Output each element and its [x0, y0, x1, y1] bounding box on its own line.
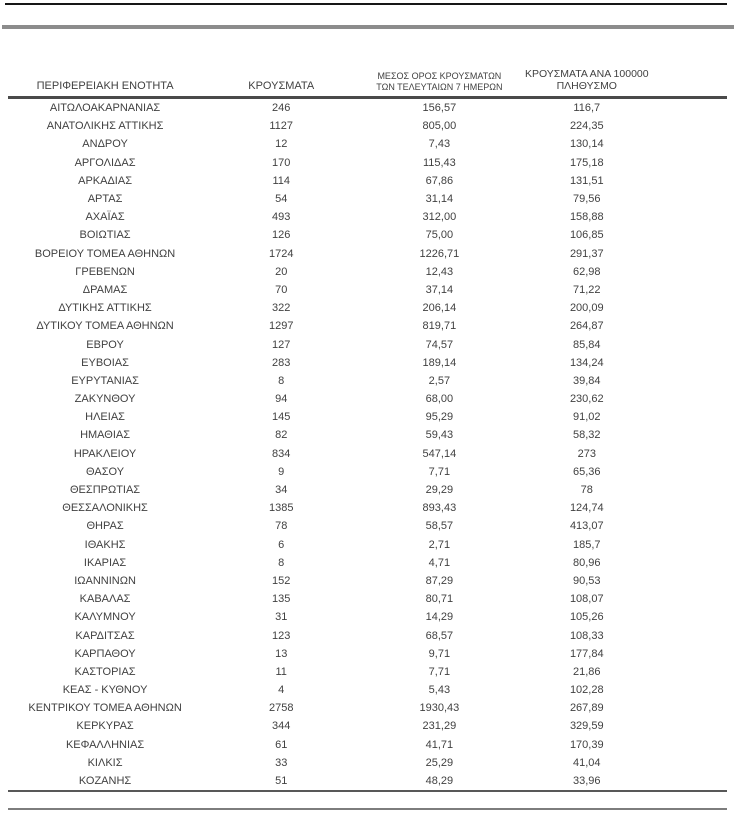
region-cell: ΚΙΛΚΙΣ	[87, 756, 123, 769]
cases-cell: 8	[278, 556, 285, 569]
avg-7day-cell: 58,57	[425, 520, 454, 533]
table-row	[8, 463, 727, 481]
cases-cell: 145	[272, 411, 291, 424]
cases-cell: 114	[272, 174, 290, 187]
col-header-per-100k	[518, 55, 655, 98]
cases-cell: 1385	[268, 502, 294, 515]
table-row	[8, 354, 727, 372]
region-cell: ΘΗΡΑΣ	[86, 520, 124, 533]
spacer-cell	[655, 98, 727, 118]
table-row	[8, 445, 727, 463]
spacer-cell	[655, 245, 727, 263]
spacer-cell	[655, 172, 727, 190]
avg-7day-cell: 67,86	[425, 174, 454, 187]
region-cell: ΑΧΑΪΑΣ	[85, 211, 125, 224]
spacer-cell	[655, 117, 727, 135]
per-100k-cell: 80,96	[573, 556, 601, 569]
col-header-avg-7day-line1: ΜΕΣΟΣ ΟΡΟΣ ΚΡΟΥΣΜΑΤΩΝ	[377, 71, 502, 82]
region-cell: ΕΒΡΟΥ	[86, 338, 124, 351]
cases-cell: 4	[278, 684, 285, 697]
table-row	[8, 481, 727, 499]
region-cell: ΒΟΡΕΙΟΥ ΤΟΜΕΑ ΑΘΗΝΩΝ	[34, 247, 176, 260]
cases-cell: 78	[275, 520, 288, 533]
table-row	[8, 554, 727, 572]
avg-7day-cell: 1226,71	[419, 247, 460, 260]
region-cell: ΙΘΑΚΗΣ	[84, 538, 126, 551]
cases-by-regional-unit-table	[8, 55, 727, 792]
cases-cell: 51	[275, 775, 288, 788]
region-cell: ΚΕΝΤΡΙΚΟΥ ΤΟΜΕΑ ΑΘΗΝΩΝ	[28, 702, 182, 715]
per-100k-cell: 124,74	[569, 502, 604, 515]
cases-cell: 283	[272, 356, 291, 369]
cases-cell: 1724	[268, 247, 294, 260]
spacer-cell	[655, 517, 727, 535]
table-row	[8, 390, 727, 408]
avg-7day-cell: 7,71	[428, 665, 451, 678]
table-header-row	[8, 55, 727, 98]
cases-cell: 61	[275, 738, 288, 751]
spacer-cell	[655, 736, 727, 754]
per-100k-cell: 33,96	[573, 775, 601, 788]
avg-7day-cell: 48,29	[425, 775, 454, 788]
region-cell: ΒΟΙΩΤΙΑΣ	[79, 229, 131, 242]
avg-7day-cell: 87,29	[425, 574, 454, 587]
top-rule-dark	[5, 3, 727, 5]
spacer-cell	[655, 445, 727, 463]
spacer-cell	[655, 590, 727, 608]
region-cell: ΑΙΤΩΛΟΑΚΑΡΝΑΝΙΑΣ	[49, 102, 161, 115]
col-header-avg-7day	[360, 55, 518, 98]
col-header-regional-unit-label: ΠΕΡΙΦΕΡΕΙΑΚΗ ΕΝΟΤΗΤΑ	[36, 79, 174, 92]
col-header-cases	[202, 55, 360, 98]
region-cell: ΚΑΡΔΙΤΣΑΣ	[75, 629, 135, 642]
per-100k-cell: 329,59	[569, 720, 604, 733]
avg-7day-cell: 12,43	[425, 265, 454, 278]
cases-cell: 834	[272, 447, 291, 460]
avg-7day-cell: 2,71	[428, 538, 451, 551]
avg-7day-cell: 31,14	[425, 193, 454, 206]
region-cell: ΑΡΚΑΔΙΑΣ	[78, 174, 132, 187]
avg-7day-cell: 893,43	[422, 502, 457, 515]
table-row	[8, 154, 727, 172]
cases-cell: 1297	[268, 320, 294, 333]
table-row	[8, 281, 727, 299]
per-100k-cell: 224,35	[569, 120, 604, 133]
region-cell: ΑΡΤΑΣ	[87, 193, 123, 206]
region-cell: ΘΕΣΣΑΛΟΝΙΚΗΣ	[62, 502, 148, 515]
region-cell: ΑΡΓΟΛΙΔΑΣ	[74, 156, 136, 169]
table-row	[8, 117, 727, 135]
region-cell: ΚΑΣΤΟΡΙΑΣ	[74, 665, 136, 678]
spacer-cell	[655, 554, 727, 572]
cases-cell: 246	[272, 102, 291, 115]
region-cell: ΕΥΡΥΤΑΝΙΑΣ	[71, 374, 139, 387]
cases-cell: 6	[278, 538, 285, 551]
region-cell: ΗΛΕΙΑΣ	[85, 411, 125, 424]
avg-7day-cell: 7,71	[428, 465, 451, 478]
table-row	[8, 408, 727, 426]
col-header-per-100k-line2: ΠΛΗΘΥΣΜΟ	[556, 80, 617, 93]
cases-cell: 1127	[269, 120, 294, 133]
cases-cell: 135	[272, 593, 291, 606]
cases-cell: 34	[275, 484, 288, 497]
cases-cell: 127	[272, 338, 291, 351]
avg-7day-cell: 231,29	[422, 720, 457, 733]
table-row	[8, 499, 727, 517]
per-100k-cell: 106,85	[569, 229, 604, 242]
cases-cell: 33	[275, 756, 288, 769]
table-row	[8, 572, 727, 590]
spacer-cell	[655, 663, 727, 681]
spacer-cell	[655, 717, 727, 735]
avg-7day-cell: 5,43	[428, 684, 451, 697]
table-row	[8, 645, 727, 663]
per-100k-cell: 170,39	[569, 738, 604, 751]
col-header-per-100k-line1: ΚΡΟΥΣΜΑΤΑ ΑΝΑ 100000	[524, 67, 649, 80]
table-row	[8, 245, 727, 263]
avg-7day-cell: 4,71	[428, 556, 451, 569]
region-cell: ΖΑΚΥΝΘΟΥ	[74, 393, 136, 406]
region-cell: ΕΥΒΟΙΑΣ	[81, 356, 129, 369]
avg-7day-cell: 805,00	[422, 120, 457, 133]
per-100k-cell: 130,14	[569, 138, 604, 151]
table-row	[8, 263, 727, 281]
spacer-cell	[655, 408, 727, 426]
spacer-cell	[655, 226, 727, 244]
per-100k-cell: 175,18	[569, 156, 604, 169]
col-header-spacer	[655, 55, 727, 98]
region-cell: ΑΝΑΤΟΛΙΚΗΣ ΑΤΤΙΚΗΣ	[46, 120, 164, 133]
per-100k-cell: 230,62	[569, 393, 604, 406]
per-100k-cell: 131,51	[569, 174, 604, 187]
per-100k-cell: 62,98	[573, 265, 601, 278]
cases-cell: 70	[275, 283, 288, 296]
region-cell: ΗΜΑΘΙΑΣ	[80, 429, 131, 442]
spacer-cell	[655, 481, 727, 499]
col-header-avg-7day-line2: ΤΩΝ ΤΕΛΕΥΤΑΙΩΝ 7 ΗΜΕΡΩΝ	[376, 82, 503, 93]
cases-cell: 123	[272, 629, 291, 642]
per-100k-cell: 102,28	[569, 684, 604, 697]
cases-cell: 152	[272, 574, 291, 587]
cases-cell: 493	[272, 211, 291, 224]
spacer-cell	[655, 299, 727, 317]
avg-7day-cell: 95,29	[425, 411, 454, 424]
per-100k-cell: 267,89	[569, 702, 604, 715]
per-100k-cell: 158,88	[569, 211, 604, 224]
per-100k-cell: 264,87	[569, 320, 604, 333]
spacer-cell	[655, 626, 727, 644]
table-row	[8, 754, 727, 772]
region-cell: ΙΩΑΝΝΙΝΩΝ	[74, 574, 136, 587]
region-cell: ΘΑΣΟΥ	[86, 465, 125, 478]
avg-7day-cell: 156,57	[422, 102, 457, 115]
table-row	[8, 190, 727, 208]
spacer-cell	[655, 335, 727, 353]
per-100k-cell: 91,02	[573, 411, 601, 424]
table-row	[8, 135, 727, 153]
avg-7day-cell: 59,43	[425, 429, 454, 442]
per-100k-cell: 90,53	[573, 574, 601, 587]
per-100k-cell: 78	[580, 484, 593, 497]
spacer-cell	[655, 317, 727, 335]
spacer-cell	[655, 190, 727, 208]
avg-7day-cell: 75,00	[425, 229, 454, 242]
region-cell: ΔΥΤΙΚΗΣ ΑΤΤΙΚΗΣ	[58, 302, 152, 315]
spacer-cell	[655, 536, 727, 554]
avg-7day-cell: 115,43	[422, 156, 456, 169]
cases-cell: 126	[272, 229, 291, 242]
avg-7day-cell: 312,00	[422, 211, 457, 224]
table-row	[8, 172, 727, 190]
avg-7day-cell: 14,29	[425, 611, 454, 624]
per-100k-cell: 116,7	[573, 102, 601, 115]
spacer-cell	[655, 572, 727, 590]
table-row	[8, 590, 727, 608]
per-100k-cell: 108,07	[569, 593, 604, 606]
bottom-rule	[8, 808, 727, 810]
table-row	[8, 608, 727, 626]
cases-cell: 13	[275, 647, 288, 660]
avg-7day-cell: 819,71	[422, 320, 457, 333]
avg-7day-cell: 9,71	[428, 647, 451, 660]
region-cell: ΔΥΤΙΚΟΥ ΤΟΜΕΑ ΑΘΗΝΩΝ	[36, 320, 174, 333]
cases-cell: 54	[275, 193, 288, 206]
table-row	[8, 699, 727, 717]
spacer-cell	[655, 499, 727, 517]
table-row	[8, 517, 727, 535]
cases-cell: 8	[278, 374, 285, 387]
cases-cell: 82	[275, 429, 288, 442]
spacer-cell	[655, 135, 727, 153]
spacer-cell	[655, 681, 727, 699]
region-cell: ΚΟΖΑΝΗΣ	[78, 775, 132, 788]
region-cell: ΔΡΑΜΑΣ	[82, 283, 128, 296]
avg-7day-cell: 68,00	[425, 393, 454, 406]
per-100k-cell: 413,07	[569, 520, 604, 533]
cases-cell: 20	[275, 265, 288, 278]
table-row	[8, 717, 727, 735]
spacer-cell	[655, 463, 727, 481]
spacer-cell	[655, 754, 727, 772]
table-row	[8, 208, 727, 226]
per-100k-cell: 273	[577, 447, 596, 460]
per-100k-cell: 21,86	[573, 665, 601, 678]
table-row	[8, 372, 727, 390]
spacer-cell	[655, 263, 727, 281]
region-cell: ΚΕΦΑΛΛΗΝΙΑΣ	[65, 738, 145, 751]
table-row	[8, 426, 727, 444]
spacer-cell	[655, 372, 727, 390]
table-row	[8, 335, 727, 353]
cases-cell: 11	[275, 665, 287, 678]
cases-cell: 94	[275, 393, 288, 406]
region-cell: ΓΡΕΒΕΝΩΝ	[75, 265, 135, 278]
spacer-cell	[655, 772, 727, 791]
table-row	[8, 98, 727, 118]
avg-7day-cell: 206,14	[422, 302, 457, 315]
report-table-container	[8, 55, 727, 810]
avg-7day-cell: 7,43	[428, 138, 451, 151]
avg-7day-cell: 29,29	[425, 484, 454, 497]
top-rule-gray	[2, 25, 734, 29]
table-row	[8, 317, 727, 335]
avg-7day-cell: 189,14	[422, 356, 457, 369]
col-header-regional-unit	[8, 55, 202, 98]
spacer-cell	[655, 354, 727, 372]
avg-7day-cell: 25,29	[425, 756, 454, 769]
table-row	[8, 299, 727, 317]
per-100k-cell: 58,32	[573, 429, 601, 442]
region-cell: ΙΚΑΡΙΑΣ	[83, 556, 127, 569]
avg-7day-cell: 80,71	[425, 593, 454, 606]
spacer-cell	[655, 699, 727, 717]
table-row	[8, 626, 727, 644]
per-100k-cell: 200,09	[569, 302, 604, 315]
region-cell: ΚΕΑΣ - ΚΥΘΝΟΥ	[62, 684, 148, 697]
region-cell: ΘΕΣΠΡΩΤΙΑΣ	[70, 484, 141, 497]
table-row	[8, 772, 727, 791]
per-100k-cell: 291,37	[569, 247, 604, 260]
cases-cell: 12	[275, 138, 288, 151]
spacer-cell	[655, 208, 727, 226]
region-cell: ΚΑΡΠΑΘΟΥ	[74, 647, 136, 660]
table-row	[8, 681, 727, 699]
region-cell: ΚΕΡΚΥΡΑΣ	[76, 720, 134, 733]
region-cell: ΑΝΔΡΟΥ	[82, 138, 128, 151]
avg-7day-cell: 68,57	[425, 629, 454, 642]
avg-7day-cell: 2,57	[428, 374, 451, 387]
spacer-cell	[655, 645, 727, 663]
cases-cell: 31	[275, 611, 288, 624]
per-100k-cell: 185,7	[573, 538, 601, 551]
table-row	[8, 663, 727, 681]
cases-cell: 2758	[268, 702, 294, 715]
spacer-cell	[655, 608, 727, 626]
cases-cell: 170	[272, 156, 291, 169]
col-header-cases-label: ΚΡΟΥΣΜΑΤΑ	[248, 79, 315, 92]
per-100k-cell: 39,84	[573, 374, 601, 387]
per-100k-cell: 41,04	[573, 756, 601, 769]
per-100k-cell: 105,26	[569, 611, 604, 624]
per-100k-cell: 108,33	[569, 629, 604, 642]
table-body	[8, 98, 727, 792]
region-cell: ΚΑΒΑΛΑΣ	[79, 593, 131, 606]
cases-cell: 322	[272, 302, 291, 315]
per-100k-cell: 65,36	[573, 465, 601, 478]
spacer-cell	[655, 390, 727, 408]
per-100k-cell: 134,24	[569, 356, 604, 369]
avg-7day-cell: 37,14	[425, 283, 454, 296]
cases-cell: 344	[272, 720, 291, 733]
region-cell: ΗΡΑΚΛΕΙΟΥ	[73, 447, 137, 460]
spacer-cell	[655, 281, 727, 299]
per-100k-cell: 71,22	[573, 283, 601, 296]
table-row	[8, 736, 727, 754]
region-cell: ΚΑΛΥΜΝΟΥ	[74, 611, 136, 624]
table-row	[8, 226, 727, 244]
avg-7day-cell: 41,71	[425, 738, 454, 751]
per-100k-cell: 85,84	[573, 338, 601, 351]
per-100k-cell: 79,56	[573, 193, 601, 206]
per-100k-cell: 177,84	[569, 647, 604, 660]
spacer-cell	[655, 154, 727, 172]
avg-7day-cell: 547,14	[422, 447, 457, 460]
avg-7day-cell: 1930,43	[419, 702, 460, 715]
cases-cell: 9	[278, 465, 285, 478]
table-row	[8, 536, 727, 554]
spacer-cell	[655, 426, 727, 444]
avg-7day-cell: 74,57	[425, 338, 454, 351]
